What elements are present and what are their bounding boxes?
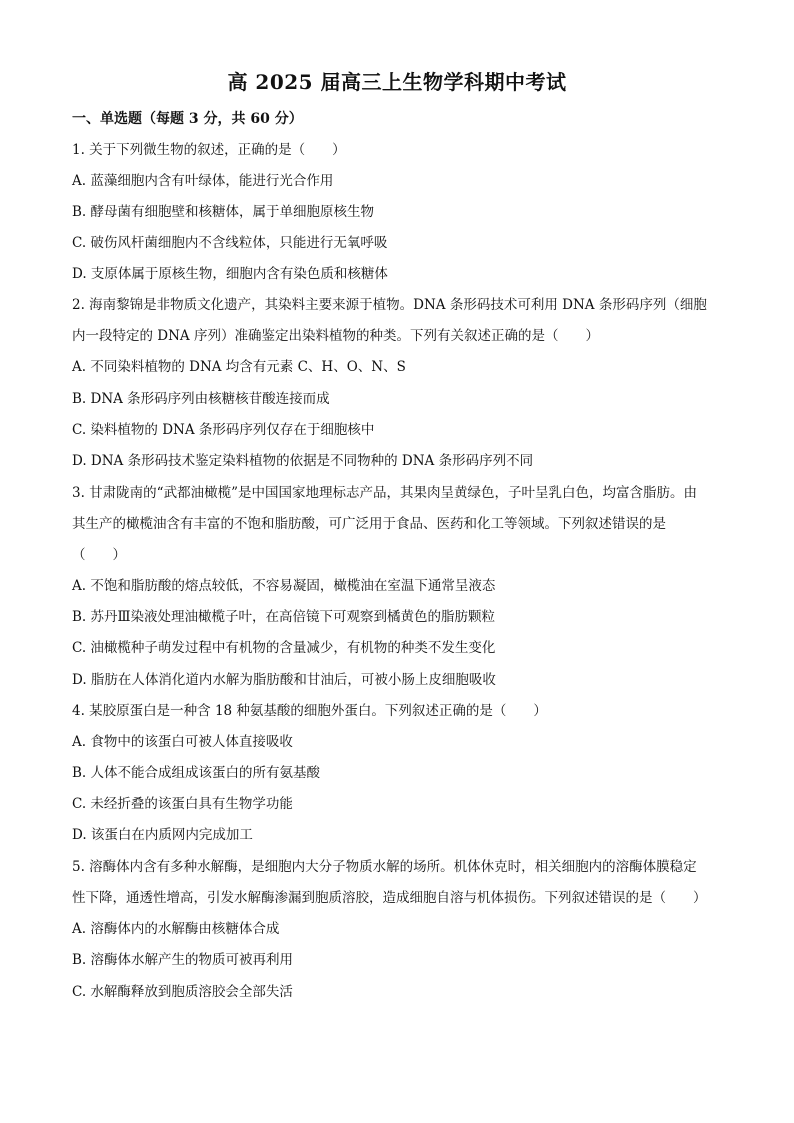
question-3-option-a: A. 不饱和脂肪酸的熔点较低，不容易凝固，橄榄油在室温下通常呈液态 bbox=[72, 578, 496, 594]
question-3-option-b: B. 苏丹Ⅲ染液处理油橄榄子叶，在高倍镜下可观察到橘黄色的脂肪颗粒 bbox=[72, 609, 496, 625]
question-4-stem: 4. 某胶原蛋白是一种含 18 种氨基酸的细胞外蛋白。下列叙述正确的是（ ） bbox=[72, 703, 547, 719]
question-4-option-d: D. 该蛋白在内质网内完成加工 bbox=[72, 827, 253, 843]
question-1-option-c: C. 破伤风杆菌细胞内不含线粒体，只能进行无氧呼吸 bbox=[72, 235, 388, 251]
question-4-option-b: B. 人体不能合成组成该蛋白的所有氨基酸 bbox=[72, 765, 321, 781]
question-2-option-d: D. DNA 条形码技术鉴定染料植物的依据是不同物种的 DNA 条形码序列不同 bbox=[72, 453, 534, 469]
question-2-option-c: C. 染料植物的 DNA 条形码序列仅存在于细胞核中 bbox=[72, 422, 375, 438]
question-2-option-b: B. DNA 条形码序列由核糖核苷酸连接而成 bbox=[72, 391, 330, 407]
question-3-option-c: C. 油橄榄种子萌发过程中有机物的含量减少，有机物的种类不发生变化 bbox=[72, 640, 496, 656]
question-3-stem-line-1: 3. 甘肃陇南的“武都油橄榄”是中国国家地理标志产品，其果肉呈黄绿色，子叶呈乳白色，均富含脂肪。由 bbox=[72, 485, 697, 501]
question-4-option-c: C. 未经折叠的该蛋白具有生物学功能 bbox=[72, 796, 293, 812]
question-4-option-a: A. 食物中的该蛋白可被人体直接吸收 bbox=[72, 734, 293, 750]
question-1-option-b: B. 酵母菌有细胞壁和核糖体，属于单细胞原核生物 bbox=[72, 204, 375, 220]
question-1-option-d: D. 支原体属于原核生物，细胞内含有染色质和核糖体 bbox=[72, 266, 388, 282]
question-1-stem: 1. 关于下列微生物的叙述，正确的是（ ） bbox=[72, 142, 346, 158]
question-5-option-b: B. 溶酶体水解产生的物质可被再利用 bbox=[72, 952, 294, 968]
question-1-option-a: A. 蓝藻细胞内含有叶绿体，能进行光合作用 bbox=[72, 173, 334, 189]
question-3-option-d: D. 脂肪在人体消化道内水解为脂肪酸和甘油后，可被小肠上皮细胞吸收 bbox=[72, 672, 496, 688]
question-2-stem-line-2: 内一段特定的 DNA 序列）准确鉴定出染料植物的种类。下列有关叙述正确的是（ ） bbox=[72, 328, 599, 344]
page-title: 高 2025 届高三上生物学科期中考试 bbox=[227, 70, 567, 94]
question-3-answer-bracket: （ ） bbox=[72, 547, 126, 563]
section-heading: 一、单选题（每题 3 分，共 60 分） bbox=[72, 111, 303, 127]
question-5-stem-line-2: 性下降，通透性增高，引发水解酶渗漏到胞质溶胶，造成细胞自溶与机体损伤。下列叙述错误的是（ ） bbox=[72, 890, 707, 906]
question-5-option-a: A. 溶酶体内的水解酶由核糖体合成 bbox=[72, 921, 280, 937]
question-5-option-c: C. 水解酶释放到胞质溶胶会全部失活 bbox=[72, 984, 293, 1000]
question-2-stem-line-1: 2. 海南黎锦是非物质文化遗产，其染料主要来源于植物。DNA 条形码技术可利用 DNA 条形码序列（细胞 bbox=[72, 297, 707, 313]
question-2-option-a: A. 不同染料植物的 DNA 均含有元素 C、H、O、N、S bbox=[72, 359, 406, 375]
question-5-stem-line-1: 5. 溶酶体内含有多种水解酶，是细胞内大分子物质水解的场所。机体休克时，相关细胞内的溶酶体膜稳定 bbox=[72, 859, 697, 875]
question-3-stem-line-2: 其生产的橄榄油含有丰富的不饱和脂肪酸，可广泛用于食品、医药和化工等领域。下列叙述错误的是 bbox=[72, 516, 666, 532]
